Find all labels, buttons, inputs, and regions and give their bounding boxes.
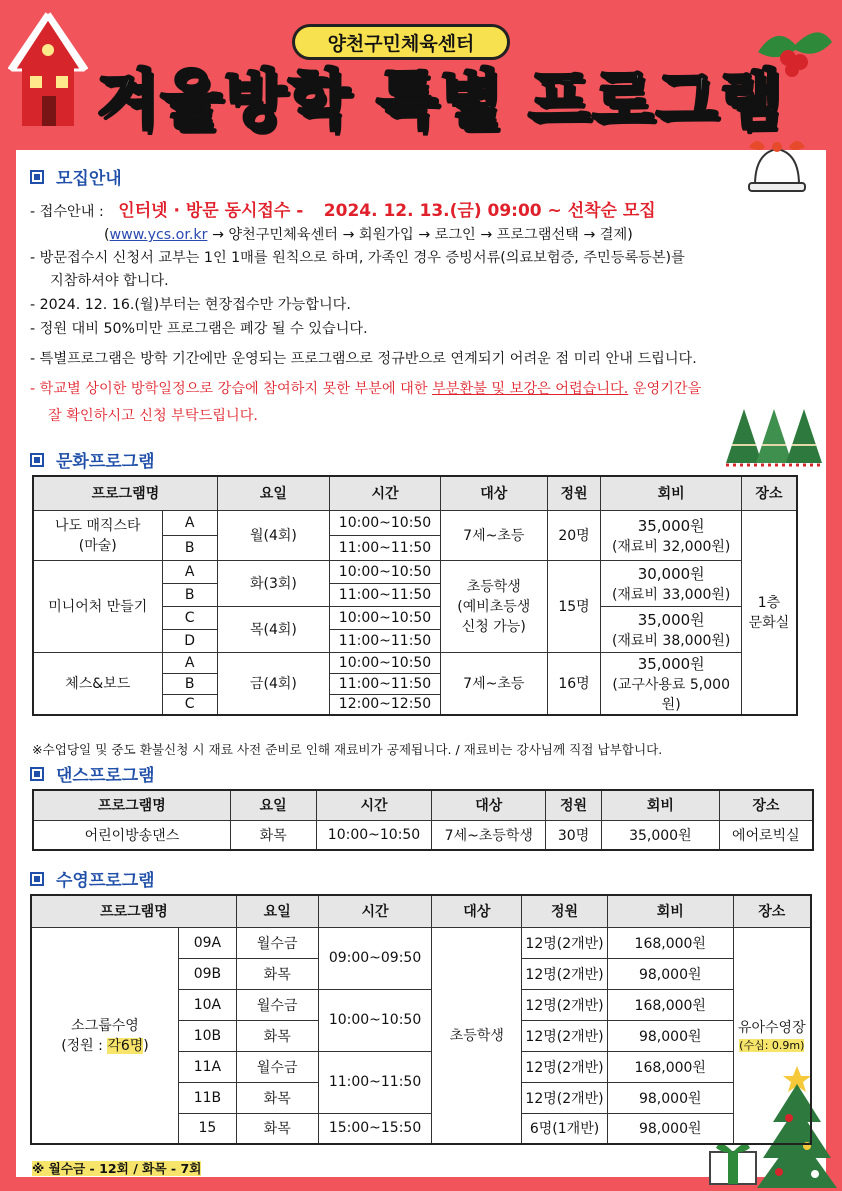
fee-cell: 168,000원 bbox=[607, 1051, 733, 1082]
col-header: 장소 bbox=[733, 895, 811, 927]
sub-pre: (정원 : bbox=[61, 1038, 108, 1055]
place-cell bbox=[733, 927, 811, 1144]
col-header: 프로그램명 bbox=[33, 790, 230, 820]
reception-label: - 접수안내 : bbox=[30, 204, 104, 220]
col-header: 프로그램명 bbox=[31, 895, 236, 927]
class-cell: 11A bbox=[178, 1051, 236, 1082]
fee-amount: 35,000원 bbox=[637, 610, 705, 629]
recruit-heading-text: 모집안내 bbox=[56, 169, 122, 189]
table-cell: 화목 bbox=[230, 820, 316, 850]
day-cell: 월수금 bbox=[236, 989, 318, 1020]
time-cell: 11:00~11:50 bbox=[318, 1051, 432, 1113]
class-cell: A bbox=[162, 560, 217, 583]
class-cell: B bbox=[162, 535, 217, 560]
fee-cell bbox=[601, 510, 741, 560]
page-title: 겨울방학 특별 프로그램 bbox=[96, 64, 784, 138]
fee-note: (재료비 38,000원) bbox=[611, 632, 731, 649]
day-cell: 화목 bbox=[236, 1082, 318, 1113]
col-header: 요일 bbox=[230, 790, 316, 820]
time-cell: 15:00~15:50 bbox=[318, 1113, 432, 1144]
bell-icon bbox=[735, 135, 815, 205]
class-cell: 10B bbox=[178, 1020, 236, 1051]
col-header: 정원 bbox=[522, 895, 608, 927]
culture-heading-text: 문화프로그램 bbox=[56, 452, 155, 472]
route-steps: → 양천구민체육센터 → 회원가입 → 로그인 → 프로그램선택 → 결제) bbox=[211, 227, 633, 243]
table-cell: 어린이방송댄스 bbox=[33, 820, 230, 850]
swim-table bbox=[30, 894, 812, 1145]
class-cell: C bbox=[162, 694, 217, 715]
time-cell: 09:00~09:50 bbox=[318, 927, 432, 989]
cancel-line: - 정원 대비 50%미만 프로그램은 폐강 될 수 있습니다. bbox=[30, 321, 368, 337]
square-bullet-icon bbox=[30, 453, 44, 467]
fee-cell: 98,000원 bbox=[607, 1113, 733, 1144]
col-header: 시간 bbox=[318, 895, 432, 927]
refund-pre: - 학교별 상이한 방학일정으로 강습에 참여하지 못한 부분에 대한 bbox=[30, 381, 428, 397]
pine-trees-icon bbox=[722, 405, 826, 471]
time-cell: 10:00~10:50 bbox=[329, 510, 440, 535]
refund-underlined: 부분환불 및 보강은 어렵습니다. bbox=[432, 381, 629, 397]
table-cell: 7세~초등학생 bbox=[432, 820, 546, 850]
program-name: 소그룹수영 bbox=[71, 1018, 139, 1035]
reception-line bbox=[30, 196, 656, 221]
capacity-highlight: 각6명 bbox=[107, 1038, 144, 1055]
class-cell: 11B bbox=[178, 1082, 236, 1113]
route-open: ( bbox=[104, 227, 110, 243]
day-cell: 월수금 bbox=[236, 927, 318, 958]
fee-amount: 30,000원 bbox=[637, 564, 705, 583]
fee-cell: 98,000원 bbox=[607, 1020, 733, 1051]
house-icon bbox=[8, 10, 88, 130]
dance-heading bbox=[30, 761, 155, 786]
route-line bbox=[104, 224, 633, 244]
special-line: - 특별프로그램은 방학 기간에만 운영되는 프로그램으로 정규반으로 연계되기 어려운 점 미리 안내 드립니다. bbox=[30, 351, 697, 367]
class-cell: 09A bbox=[178, 927, 236, 958]
time-cell: 10:00~10:50 bbox=[318, 989, 432, 1051]
culture-note: ※수업당일 및 중도 환불신청 시 재료 사전 준비로 인해 재료비가 공제됩니다. / 재료비는 강사님께 직접 납부합니다. bbox=[32, 742, 663, 757]
col-header: 정원 bbox=[547, 476, 601, 510]
fee-cell: 98,000원 bbox=[607, 958, 733, 989]
fee-cell: 168,000원 bbox=[607, 927, 733, 958]
visit-line-1: - 방문접수시 신청서 교부는 1인 1매를 원칙으로 하며, 가족인 경우 증빙서류(의료보험증, 주민등록등본)를 bbox=[30, 250, 685, 266]
col-header: 대상 bbox=[432, 790, 546, 820]
refund-line bbox=[30, 378, 701, 398]
col-header: 정원 bbox=[546, 790, 602, 820]
center-name-badge: 양천구민체육센터 bbox=[292, 24, 510, 60]
square-bullet-icon bbox=[30, 170, 44, 184]
class-cell: 15 bbox=[178, 1113, 236, 1144]
target-cell bbox=[441, 560, 547, 652]
place-name: 유아수영장 bbox=[737, 1020, 806, 1037]
capacity-cell: 12명(2개반) bbox=[522, 989, 608, 1020]
fee-cell: 168,000원 bbox=[607, 989, 733, 1020]
day-cell: 화(3회) bbox=[217, 560, 329, 606]
col-header: 시간 bbox=[316, 790, 432, 820]
col-header: 프로그램명 bbox=[33, 476, 217, 510]
day-cell: 월(4회) bbox=[217, 510, 329, 560]
class-cell: B bbox=[162, 673, 217, 694]
class-cell: 10A bbox=[178, 989, 236, 1020]
program-name-cell bbox=[33, 510, 162, 560]
fee-amount: 35,000원 bbox=[637, 516, 705, 535]
swim-note bbox=[32, 1158, 201, 1177]
time-cell: 11:00~11:50 bbox=[329, 583, 440, 606]
col-header: 장소 bbox=[719, 790, 813, 820]
col-header: 회비 bbox=[607, 895, 733, 927]
recruit-heading bbox=[30, 164, 122, 189]
col-header: 요일 bbox=[217, 476, 329, 510]
fee-note: (교구사용료 5,000원) bbox=[612, 676, 730, 713]
target-line: 초등학생 bbox=[466, 579, 521, 595]
class-cell: C bbox=[162, 606, 217, 629]
fee-cell: 98,000원 bbox=[607, 1082, 733, 1113]
col-header: 대상 bbox=[432, 895, 522, 927]
capacity-cell: 12명(2개반) bbox=[522, 927, 608, 958]
target-cell: 초등학생 bbox=[432, 927, 522, 1144]
table-cell: 30명 bbox=[546, 820, 602, 850]
program-name-cell: 체스&보드 bbox=[33, 652, 162, 715]
class-cell: A bbox=[162, 652, 217, 673]
website-link[interactable]: www.ycs.or.kr bbox=[109, 227, 208, 243]
target-cell: 7세~초등 bbox=[441, 510, 547, 560]
fee-note: (재료비 32,000원) bbox=[611, 538, 731, 555]
program-name: 나도 매직스타 bbox=[54, 518, 141, 534]
capacity-cell: 6명(1개반) bbox=[522, 1113, 608, 1144]
class-cell: A bbox=[162, 510, 217, 535]
day-cell: 화목 bbox=[236, 1020, 318, 1051]
day-cell: 화목 bbox=[236, 1113, 318, 1144]
square-bullet-icon bbox=[30, 872, 44, 886]
target-line: (예비초등생 bbox=[457, 599, 531, 615]
capacity-cell: 15명 bbox=[547, 560, 601, 652]
capacity-cell: 20명 bbox=[547, 510, 601, 560]
capacity-cell: 12명(2개반) bbox=[522, 1020, 608, 1051]
capacity-cell: 12명(2개반) bbox=[522, 1082, 608, 1113]
time-cell: 11:00~11:50 bbox=[329, 535, 440, 560]
program-name-cell: 미니어처 만들기 bbox=[33, 560, 162, 652]
culture-table bbox=[32, 475, 798, 716]
place-cell bbox=[741, 510, 797, 715]
day-cell: 월수금 bbox=[236, 1051, 318, 1082]
program-name-cell bbox=[31, 927, 178, 1144]
place-room: 문화실 bbox=[748, 615, 790, 632]
time-cell: 12:00~12:50 bbox=[329, 694, 440, 715]
time-cell: 10:00~10:50 bbox=[329, 606, 440, 629]
col-header: 회비 bbox=[601, 790, 719, 820]
reception-date: 2024. 12. 13.(금) 09:00 ~ 선착순 모집 bbox=[323, 201, 656, 221]
col-header: 장소 bbox=[741, 476, 797, 510]
day-cell: 화목 bbox=[236, 958, 318, 989]
depth-note: (수심: 0.9m) bbox=[739, 1039, 805, 1053]
fee-cell bbox=[601, 652, 741, 715]
program-sub bbox=[34, 1035, 176, 1055]
col-header: 대상 bbox=[441, 476, 547, 510]
target-cell: 7세~초등 bbox=[441, 652, 547, 715]
refund-line-2: 잘 확인하시고 신청 부탁드립니다. bbox=[48, 408, 258, 424]
target-line: 신청 가능) bbox=[461, 619, 526, 635]
class-cell: D bbox=[162, 629, 217, 652]
visit-line-2: 지참하셔야 합니다. bbox=[50, 273, 169, 289]
time-cell: 11:00~11:50 bbox=[329, 629, 440, 652]
reception-highlight: 인터넷 · 방문 동시접수 - bbox=[118, 201, 304, 221]
class-cell: 09B bbox=[178, 958, 236, 989]
fee-cell bbox=[601, 560, 741, 606]
table-cell: 35,000원 bbox=[601, 820, 719, 850]
table-cell: 10:00~10:50 bbox=[316, 820, 432, 850]
day-cell: 목(4회) bbox=[217, 606, 329, 652]
table-cell: 에어로빅실 bbox=[719, 820, 813, 850]
program-sub: (마술) bbox=[78, 538, 117, 554]
place-floor: 1층 bbox=[757, 595, 781, 612]
dance-heading-text: 댄스프로그램 bbox=[56, 766, 155, 786]
day-cell: 금(4회) bbox=[217, 652, 329, 715]
onsite-line: - 2024. 12. 16.(월)부터는 현장접수만 가능합니다. bbox=[30, 297, 351, 313]
time-cell: 11:00~11:50 bbox=[329, 673, 440, 694]
col-header: 시간 bbox=[329, 476, 440, 510]
capacity-cell: 12명(2개반) bbox=[522, 958, 608, 989]
fee-cell bbox=[601, 606, 741, 652]
swim-heading bbox=[30, 866, 155, 891]
square-bullet-icon bbox=[30, 767, 44, 781]
time-cell: 10:00~10:50 bbox=[329, 652, 440, 673]
col-header: 요일 bbox=[236, 895, 318, 927]
capacity-cell: 16명 bbox=[547, 652, 601, 715]
fee-amount: 35,000원 bbox=[637, 654, 705, 673]
gift-icon bbox=[706, 1138, 760, 1186]
refund-post: 운영기간을 bbox=[632, 381, 702, 397]
swim-note-text: ※ 월수금 - 12회 / 화목 - 7회 bbox=[32, 1161, 202, 1176]
culture-heading bbox=[30, 447, 155, 472]
capacity-cell: 12명(2개반) bbox=[522, 1051, 608, 1082]
class-cell: B bbox=[162, 583, 217, 606]
col-header: 회비 bbox=[601, 476, 741, 510]
time-cell: 10:00~10:50 bbox=[329, 560, 440, 583]
swim-heading-text: 수영프로그램 bbox=[56, 871, 155, 891]
fee-note: (재료비 33,000원) bbox=[611, 586, 731, 603]
dance-table bbox=[32, 789, 814, 851]
sub-post: ) bbox=[143, 1038, 149, 1055]
